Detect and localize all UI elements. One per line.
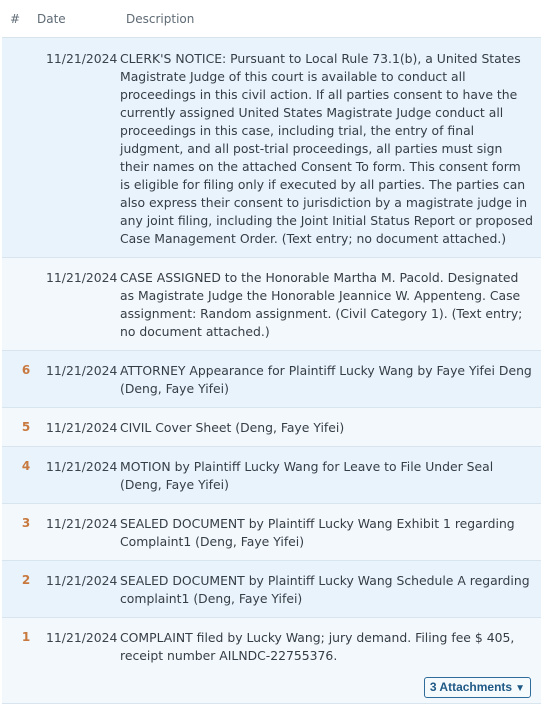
docket-row [2,38,541,258]
entry-date: 11/21/2024 [46,420,118,435]
entry-date: 11/21/2024 [46,516,118,531]
entry-description: MOTION by Plaintiff Lucky Wang for Leave to File Under Seal (Deng, Faye Yifei) [120,459,494,492]
entry-date: 11/21/2024 [46,363,118,378]
entry-description: COMPLAINT filed by Lucky Wang; jury demand. Filing fee $ 405, receipt number AILNDC-22755376. [120,630,515,663]
entry-date: 11/21/2024 [46,270,118,285]
attachments-label: 3 Attachments [429,680,513,694]
docket-table [2,0,541,704]
header-date[interactable]: Date [37,12,66,26]
docket-row [2,504,541,561]
entry-number[interactable]: 1 [21,630,31,644]
entry-description: CASE ASSIGNED to the Honorable Martha M. Pacold. Designated as Magistrate Judge the Honorable Jeannice W. Appenteng. Case assignment: Random assignment. (Civil Category 1). (Text entry; no document attached.) [120,270,523,339]
docket-row [2,351,541,408]
entry-number[interactable]: 5 [21,420,31,434]
docket-row [2,408,541,447]
entry-number[interactable]: 4 [21,459,31,473]
entry-number[interactable]: 6 [21,363,31,377]
chevron-down-icon: ▼ [515,683,525,694]
entry-description: CIVIL Cover Sheet (Deng, Faye Yifei) [120,420,345,435]
entry-description: SEALED DOCUMENT by Plaintiff Lucky Wang Exhibit 1 regarding Complaint1 (Deng, Faye Yifei) [120,516,515,549]
entry-description: SEALED DOCUMENT by Plaintiff Lucky Wang Schedule A regarding complaint1 (Deng, Faye Yifei) [120,573,530,606]
entry-date: 11/21/2024 [46,51,118,66]
entry-description: ATTORNEY Appearance for Plaintiff Lucky Wang by Faye Yifei Deng (Deng, Faye Yifei) [120,363,532,396]
entry-date: 11/21/2024 [46,573,118,588]
header-num[interactable]: # [10,12,21,26]
entry-number[interactable]: 3 [21,516,31,530]
entry-date: 11/21/2024 [46,630,118,645]
docket-row [2,447,541,504]
docket-row [2,618,541,704]
entry-date: 11/21/2024 [46,459,118,474]
table-header [2,0,541,38]
docket-row [2,561,541,618]
entry-description: CLERK'S NOTICE: Pursuant to Local Rule 73.1(b), a United States Magistrate Judge of this court is available to conduct all proceedings in this civil action. If all parties consent to have the currently assigned United States Magistrate Judge conduct all proceedings in this case, including trial, the entry of final judgment, and all post-trial proceedings, all parties must sign their names on the attached Consent To form. This consent form is eligible for filing only if executed by all parties. The parties can also express their consent to jurisdiction by a magistrate judge in any joint filing, including the Joint Initial Status Report or proposed Case Management Order. (Text entry; no document attached.) [120,51,534,246]
entry-number[interactable]: 2 [21,573,31,587]
docket-row [2,258,541,351]
attachments-button[interactable] [424,677,531,698]
header-description[interactable]: Description [126,12,195,26]
